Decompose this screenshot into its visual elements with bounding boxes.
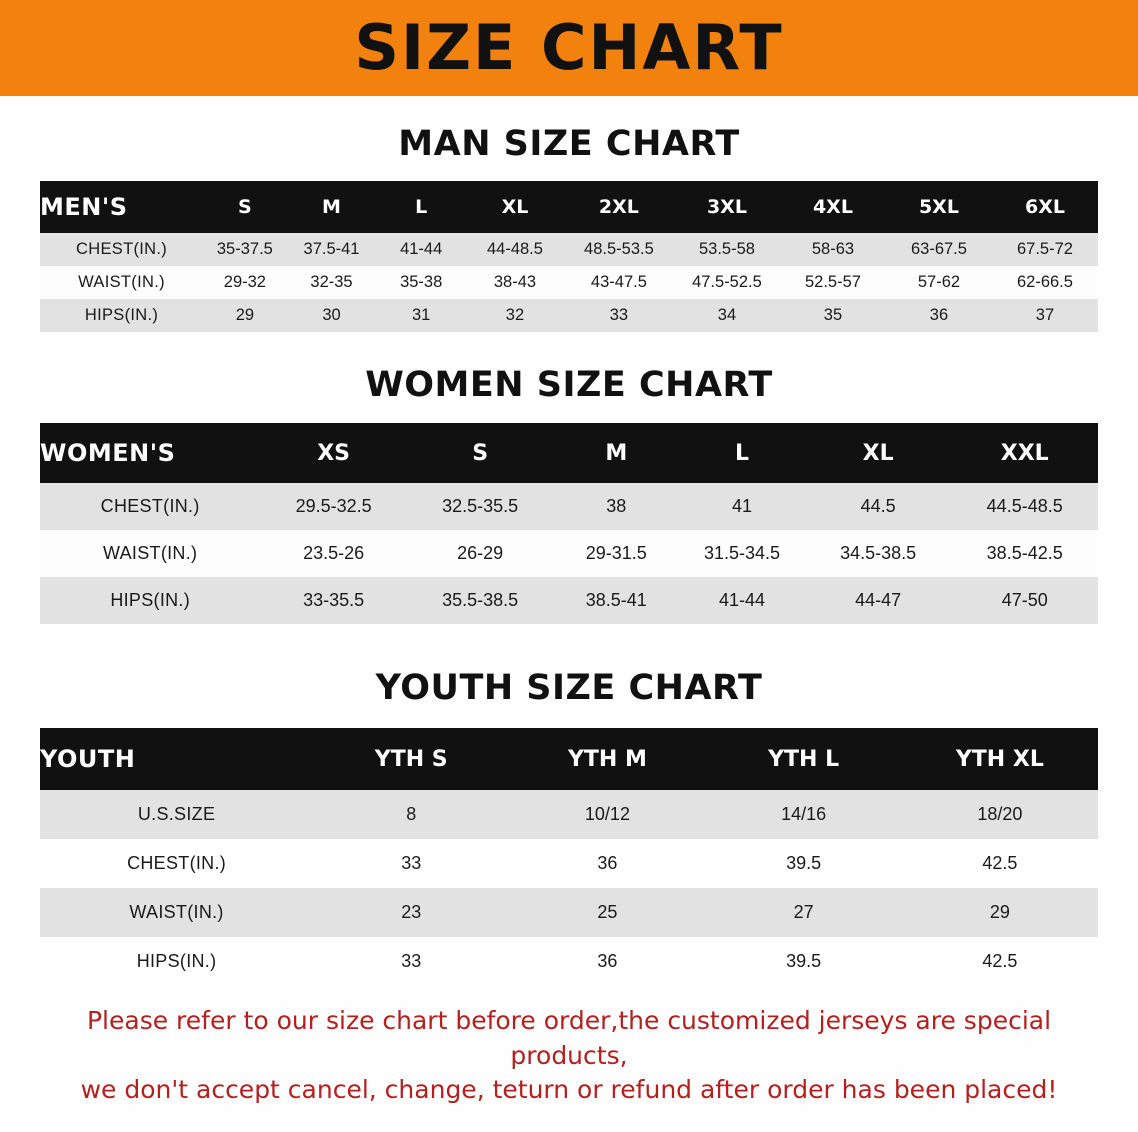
- man-cell-2-0: 29: [203, 299, 287, 332]
- youth-table-header: [40, 728, 1098, 790]
- youth-header-cell-3: YTH L: [706, 728, 902, 790]
- table-row: [40, 530, 1098, 577]
- man-cell-0-2: 41-44: [376, 233, 466, 266]
- table-row: [40, 839, 1098, 888]
- man-header-cell-5: 2XL: [564, 181, 674, 233]
- youth-cell-0-2: 14/16: [706, 790, 902, 839]
- man-header-cell-1: S: [203, 181, 287, 233]
- man-header-cell-7: 4XL: [780, 181, 886, 233]
- women-header-cell-3: M: [553, 423, 679, 483]
- table-header-row: [40, 181, 1098, 233]
- women-cell-1-1: 26-29: [407, 530, 554, 577]
- women-section-heading: WOMEN SIZE CHART: [365, 365, 773, 405]
- man-section-heading: MAN SIZE CHART: [398, 124, 740, 164]
- man-table-wrap: [40, 181, 1098, 332]
- women-row-2-label: HIPS(IN.): [40, 577, 260, 624]
- disclaimer-note: [69, 1004, 1069, 1108]
- women-cell-0-4: 44.5: [805, 483, 952, 530]
- youth-cell-2-0: 23: [313, 888, 509, 937]
- man-cell-2-1: 30: [287, 299, 377, 332]
- man-header-cell-8: 5XL: [886, 181, 992, 233]
- youth-row-3-label: HIPS(IN.): [40, 937, 313, 986]
- disclaimer-line-1: Please refer to our size chart before order,the customized jerseys are special products,: [86, 1006, 1052, 1070]
- youth-cell-1-3: 42.5: [902, 839, 1098, 888]
- man-cell-2-3: 32: [466, 299, 564, 332]
- man-row-0-label: CHEST(IN.): [40, 233, 203, 266]
- women-cell-2-4: 44-47: [805, 577, 952, 624]
- women-cell-0-2: 38: [553, 483, 679, 530]
- women-cell-0-1: 32.5-35.5: [407, 483, 554, 530]
- table-row: [40, 233, 1098, 266]
- man-table-body: [40, 233, 1098, 332]
- man-cell-2-7: 36: [886, 299, 992, 332]
- man-cell-0-1: 37.5-41: [287, 233, 377, 266]
- youth-cell-3-0: 33: [313, 937, 509, 986]
- man-size-table: [40, 181, 1098, 332]
- women-cell-1-0: 23.5-26: [260, 530, 407, 577]
- man-cell-0-0: 35-37.5: [203, 233, 287, 266]
- women-row-0-label: CHEST(IN.): [40, 483, 260, 530]
- man-header-cell-4: XL: [466, 181, 564, 233]
- man-cell-1-8: 62-66.5: [992, 266, 1098, 299]
- man-cell-0-4: 48.5-53.5: [564, 233, 674, 266]
- women-header-cell-6: XXL: [951, 423, 1098, 483]
- women-size-table: [40, 423, 1098, 624]
- man-cell-2-6: 35: [780, 299, 886, 332]
- youth-cell-1-2: 39.5: [706, 839, 902, 888]
- youth-cell-0-3: 18/20: [902, 790, 1098, 839]
- youth-cell-3-2: 39.5: [706, 937, 902, 986]
- man-cell-0-6: 58-63: [780, 233, 886, 266]
- man-cell-1-0: 29-32: [203, 266, 287, 299]
- man-cell-1-2: 35-38: [376, 266, 466, 299]
- women-header-cell-5: XL: [805, 423, 952, 483]
- man-row-2-label: HIPS(IN.): [40, 299, 203, 332]
- man-cell-0-7: 63-67.5: [886, 233, 992, 266]
- page-title: SIZE CHART: [354, 11, 784, 84]
- women-table-body: [40, 483, 1098, 624]
- youth-row-0-label: U.S.SIZE: [40, 790, 313, 839]
- man-header-cell-6: 3XL: [674, 181, 780, 233]
- man-cell-1-7: 57-62: [886, 266, 992, 299]
- women-cell-1-2: 29-31.5: [553, 530, 679, 577]
- youth-header-cell-2: YTH M: [509, 728, 705, 790]
- table-header-row: [40, 728, 1098, 790]
- women-header-cell-1: XS: [260, 423, 407, 483]
- youth-size-table: [40, 728, 1098, 986]
- page-banner: [0, 0, 1138, 96]
- women-cell-2-2: 38.5-41: [553, 577, 679, 624]
- man-cell-1-1: 32-35: [287, 266, 377, 299]
- man-header-cell-9: 6XL: [992, 181, 1098, 233]
- table-row: [40, 483, 1098, 530]
- man-cell-2-2: 31: [376, 299, 466, 332]
- table-row: [40, 790, 1098, 839]
- man-table-header: [40, 181, 1098, 233]
- youth-cell-0-0: 8: [313, 790, 509, 839]
- man-cell-1-3: 38-43: [466, 266, 564, 299]
- table-row: [40, 266, 1098, 299]
- youth-cell-3-3: 42.5: [902, 937, 1098, 986]
- women-header-cell-4: L: [679, 423, 805, 483]
- youth-cell-2-2: 27: [706, 888, 902, 937]
- man-cell-0-8: 67.5-72: [992, 233, 1098, 266]
- youth-table-body: [40, 790, 1098, 986]
- man-row-1-label: WAIST(IN.): [40, 266, 203, 299]
- youth-cell-1-1: 36: [509, 839, 705, 888]
- man-cell-0-3: 44-48.5: [466, 233, 564, 266]
- women-header-cell-2: S: [407, 423, 554, 483]
- women-cell-2-5: 47-50: [951, 577, 1098, 624]
- women-cell-1-4: 34.5-38.5: [805, 530, 952, 577]
- women-cell-1-5: 38.5-42.5: [951, 530, 1098, 577]
- man-header-cell-2: M: [287, 181, 377, 233]
- women-cell-0-5: 44.5-48.5: [951, 483, 1098, 530]
- table-row: [40, 299, 1098, 332]
- youth-cell-0-1: 10/12: [509, 790, 705, 839]
- man-cell-0-5: 53.5-58: [674, 233, 780, 266]
- women-header-cell-0: WOMEN'S: [40, 423, 260, 483]
- table-header-row: [40, 423, 1098, 483]
- women-cell-0-0: 29.5-32.5: [260, 483, 407, 530]
- women-cell-1-3: 31.5-34.5: [679, 530, 805, 577]
- youth-header-cell-0: YOUTH: [40, 728, 313, 790]
- youth-header-cell-1: YTH S: [313, 728, 509, 790]
- youth-section-heading: YOUTH SIZE CHART: [375, 668, 763, 708]
- youth-cell-2-1: 25: [509, 888, 705, 937]
- women-cell-0-3: 41: [679, 483, 805, 530]
- women-cell-2-0: 33-35.5: [260, 577, 407, 624]
- youth-cell-3-1: 36: [509, 937, 705, 986]
- women-cell-2-1: 35.5-38.5: [407, 577, 554, 624]
- youth-row-2-label: WAIST(IN.): [40, 888, 313, 937]
- man-header-cell-0: MEN'S: [40, 181, 203, 233]
- youth-cell-1-0: 33: [313, 839, 509, 888]
- disclaimer-line-2: we don't accept cancel, change, teturn or refund after order has been placed!: [80, 1075, 1058, 1104]
- man-cell-2-5: 34: [674, 299, 780, 332]
- youth-header-cell-4: YTH XL: [902, 728, 1098, 790]
- women-cell-2-3: 41-44: [679, 577, 805, 624]
- man-cell-1-6: 52.5-57: [780, 266, 886, 299]
- youth-row-1-label: CHEST(IN.): [40, 839, 313, 888]
- women-table-wrap: [40, 423, 1098, 624]
- man-cell-2-8: 37: [992, 299, 1098, 332]
- table-row: [40, 577, 1098, 624]
- women-row-1-label: WAIST(IN.): [40, 530, 260, 577]
- man-cell-1-5: 47.5-52.5: [674, 266, 780, 299]
- youth-table-wrap: [40, 728, 1098, 986]
- women-table-header: [40, 423, 1098, 483]
- table-row: [40, 888, 1098, 937]
- youth-cell-2-3: 29: [902, 888, 1098, 937]
- man-cell-2-4: 33: [564, 299, 674, 332]
- man-cell-1-4: 43-47.5: [564, 266, 674, 299]
- man-header-cell-3: L: [376, 181, 466, 233]
- table-row: [40, 937, 1098, 986]
